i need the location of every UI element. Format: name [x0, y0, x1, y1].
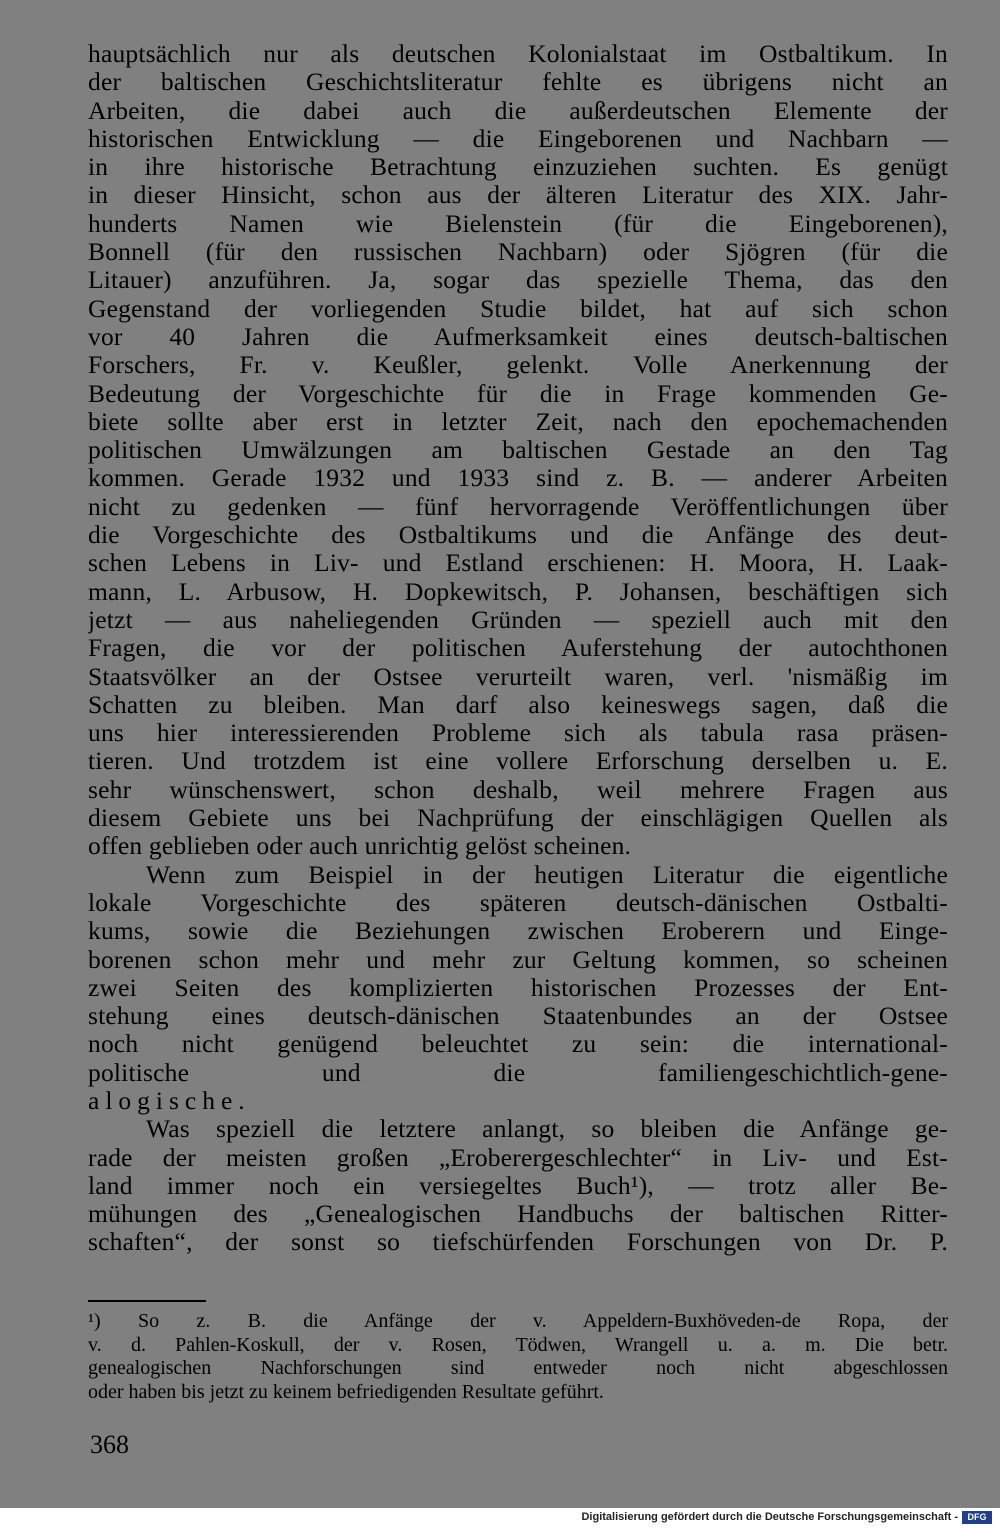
footnote-line: oder haben bis jetzt zu keinem befriedigenden Resultate geführt.: [88, 1380, 604, 1403]
body-line: die Vorgeschichte des Ostbaltikums und die Anfänge des deut-: [88, 521, 948, 550]
dfg-logo-icon: DFG: [962, 1511, 992, 1524]
body-line: Arbeiten, die dabei auch die außerdeutschen Elemente der: [88, 96, 948, 125]
body-line: mühungen des „Genealogischen Handbuchs der baltischen Ritter-: [88, 1200, 948, 1229]
body-line: der baltischen Geschichtsliteratur fehlte es übrigens nicht an: [88, 68, 948, 97]
body-line: Fragen, die vor der politischen Auferstehung der autochthonen: [88, 634, 948, 663]
body-line: stehung eines deutsch-dänischen Staatenbundes an der Ostsee: [88, 1002, 948, 1031]
body-line: historischen Entwicklung — die Eingeborenen und Nachbarn —: [88, 124, 948, 153]
body-line: uns hier interessierenden Probleme sich als tabula rasa präsen-: [88, 719, 948, 748]
body-line: Schatten zu bleiben. Man darf also keineswegs sagen, daß die: [88, 690, 948, 719]
body-line: schen Lebens in Liv- und Estland erschienen: H. Moora, H. Laak-: [88, 549, 948, 578]
credit-text: Digitalisierung gefördert durch die Deutsche Forschungsgemeinschaft -: [581, 1511, 958, 1523]
page-number: 368: [90, 1430, 129, 1459]
body-line: biete sollte aber erst in letzter Zeit, nach den epochemachenden: [88, 407, 948, 436]
body-line: mann, L. Arbusow, H. Dopkewitsch, P. Johansen, beschäftigen sich: [88, 577, 948, 606]
body-line: borenen schon mehr und mehr zur Geltung kommen, so scheinen: [88, 945, 948, 974]
body-line: politische und die familiengeschichtlich-gene-: [88, 1058, 948, 1087]
footnote-line: ¹) So z. B. die Anfänge der v. Appeldern-Buxhöveden-de Ropa, der: [88, 1310, 948, 1332]
body-line: offen geblieben oder auch unrichtig gelöst scheinen.: [88, 832, 632, 861]
body-line: tieren. Und trotzdem ist eine vollere Erforschung derselben u. E.: [88, 747, 948, 776]
body-line: sehr wünschenswert, schon deshalb, weil mehrere Fragen aus: [88, 775, 948, 804]
footnote-divider: [88, 1300, 206, 1302]
body-line: Litauer) anzuführen. Ja, sogar das spezielle Thema, das den: [88, 266, 948, 295]
body-line: Staatsvölker an der Ostsee verurteilt waren, verl. 'nismäßig im: [88, 662, 948, 691]
body-line: land immer noch ein versiegeltes Buch¹), — trotz aller Be-: [88, 1171, 948, 1200]
body-line: in ihre historische Betrachtung einzuziehen suchten. Es genügt: [88, 153, 948, 182]
body-line: Gegenstand der vorliegenden Studie bildet, hat auf sich schon: [88, 294, 948, 323]
body-line: zwei Seiten des komplizierten historischen Prozesses der Ent-: [88, 973, 948, 1002]
body-line: noch nicht genügend beleuchtet zu sein: die international-: [88, 1030, 948, 1059]
body-line: schaften“, der sonst so tiefschürfenden Forschungen von Dr. P.: [88, 1228, 948, 1257]
body-line: hauptsächlich nur als deutschen Kolonialstaat im Ostbaltikum. In: [88, 40, 948, 68]
body-line: in dieser Hinsicht, schon aus der älteren Literatur des XIX. Jahr-: [88, 181, 948, 210]
body-line: Bedeutung der Vorgeschichte für die in Frage kommenden Ge-: [88, 379, 948, 408]
body-line: diesem Gebiete uns bei Nachprüfung der einschlägigen Quellen als: [88, 804, 948, 833]
body-line: vor 40 Jahren die Aufmerksamkeit eines deutsch-baltischen: [88, 322, 948, 351]
body-line: kommen. Gerade 1932 und 1933 sind z. B. — anderer Arbeiten: [88, 464, 948, 493]
footnote-line: genealogischen Nachforschungen sind entweder noch nicht abgeschlossen: [88, 1357, 948, 1379]
footnote-line: v. d. Pahlen-Koskull, der v. Rosen, Tödwen, Wrangell u. a. m. Die betr.: [88, 1333, 948, 1356]
credit-bar: [0, 1508, 1000, 1528]
body-line: jetzt — aus naheliegenden Gründen — speziell auch mit den: [88, 605, 948, 634]
body-line: politischen Umwälzungen am baltischen Gestade an den Tag: [88, 436, 948, 465]
body-line: nicht zu gedenken — fünf hervorragende Veröffentlichungen über: [88, 492, 948, 521]
body-text: [88, 40, 948, 1257]
body-line: kums, sowie die Beziehungen zwischen Eroberern und Einge-: [88, 917, 948, 946]
body-line: rade der meisten großen „Eroberergeschlechter“ in Liv- und Est-: [88, 1143, 948, 1172]
body-line: lokale Vorgeschichte des späteren deutsch-dänischen Ostbalti-: [88, 888, 948, 917]
body-line: Bonnell (für den russischen Nachbarn) oder Sjögren (für die: [88, 238, 948, 267]
body-line: hunderts Namen wie Bielenstein (für die Eingeborenen),: [88, 209, 948, 238]
body-line: Forschers, Fr. v. Keußler, gelenkt. Volle Anerkennung der: [88, 351, 948, 380]
body-line: alogische.: [88, 1086, 251, 1115]
body-line: Was speziell die letztere anlangt, so bleiben die Anfänge ge-: [146, 1115, 948, 1144]
body-line: Wenn zum Beispiel in der heutigen Literatur die eigentliche: [146, 860, 948, 889]
footnote: [88, 1310, 948, 1404]
